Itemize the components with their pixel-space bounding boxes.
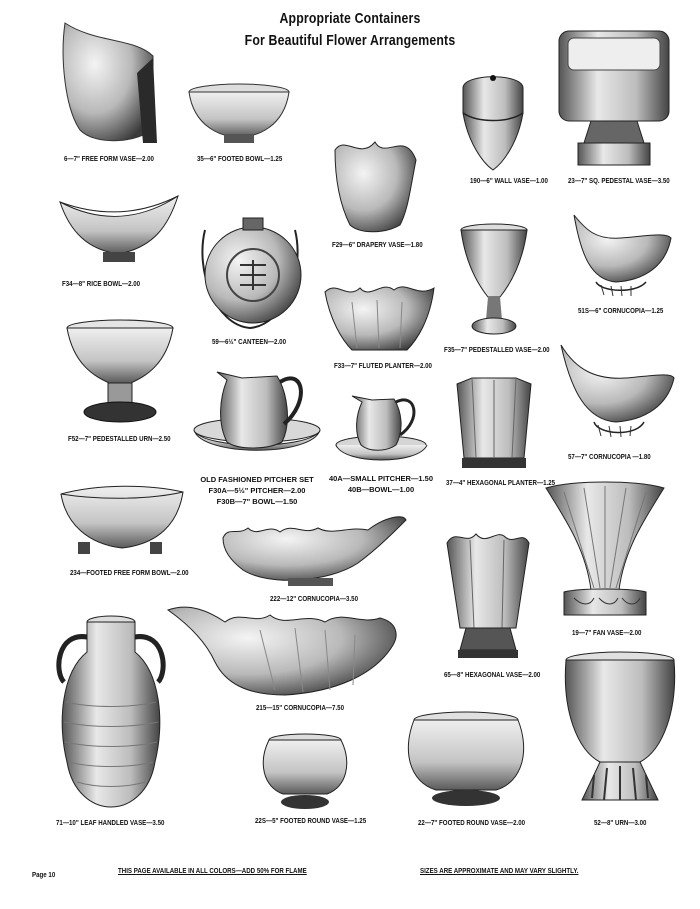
pitcher-set-caption-line3: F30B—7" BOWL—1.50 (216, 497, 298, 506)
hexagonal-vase-image (444, 528, 532, 663)
small-pitcher-image (334, 390, 429, 472)
cornucopia-15-caption: 215—15" CORNUCOPIA—7.50 (256, 703, 345, 712)
canteen-caption: 59—6½" CANTEEN—2.00 (212, 337, 287, 346)
drapery-vase-image (330, 130, 420, 235)
free-form-bowl-caption: 234—FOOTED FREE FORM BOWL—2.00 (70, 568, 189, 577)
sq-pedestal-vase-caption: 23—7" SQ. PEDESTAL VASE—3.50 (568, 176, 670, 185)
fluted-planter-image (322, 280, 437, 355)
rice-bowl-caption: F34—8" RICE BOWL—2.00 (62, 279, 141, 288)
rice-bowl-image (58, 192, 180, 267)
sq-pedestal-vase-image (556, 28, 672, 168)
leaf-handled-vase-image (52, 612, 170, 812)
page-number: Page 10 (32, 870, 56, 879)
wall-vase-image (458, 68, 528, 173)
fan-vase-image (544, 480, 666, 620)
footed-bowl-caption: 35—6" FOOTED BOWL—1.25 (197, 154, 283, 163)
small-pitcher-caption-line2: 40B—BOWL—1.00 (347, 485, 415, 494)
cornucopia-7-caption: 57—7" CORNUCOPIA —1.80 (568, 452, 651, 461)
footed-round-vase-5-image (258, 732, 352, 812)
cornucopia-12-image (218, 508, 408, 588)
pitcher-set-caption (190, 474, 324, 507)
cornucopia-6-image (566, 210, 676, 300)
pitcher-set-caption-line1: OLD FASHIONED PITCHER SET (200, 475, 314, 484)
hexagonal-vase-caption: 65—8" HEXAGONAL VASE—2.00 (444, 670, 541, 679)
footed-round-vase-5-caption: 22S—5" FOOTED ROUND VASE—1.25 (255, 816, 367, 825)
sizes-note: SIZES ARE APPROXIMATE AND MAY VARY SLIGHTLY. (420, 866, 579, 875)
free-form-vase-caption: 6—7" FREE FORM VASE—2.00 (64, 154, 154, 163)
pedestalled-vase-caption: F35—7" PEDESTALLED VASE—2.00 (444, 345, 550, 354)
footed-round-vase-7-image (404, 710, 528, 810)
hexagonal-planter-image (452, 376, 536, 471)
small-pitcher-caption (326, 473, 436, 495)
page-title-line1: Appropriate Containers (279, 10, 421, 27)
urn-caption: 52—8" URN—3.00 (594, 818, 647, 827)
footed-bowl-image (186, 82, 292, 146)
cornucopia-6-caption: 51S—6" CORNUCOPIA—1.25 (578, 306, 664, 315)
free-form-vase-image (55, 18, 165, 148)
colors-note: THIS PAGE AVAILABLE IN ALL COLORS—ADD 50% FOR FLAME (118, 866, 307, 875)
cornucopia-12-caption: 222—12" CORNUCOPIA—3.50 (270, 594, 359, 603)
drapery-vase-caption: F29—6" DRAPERY VASE—1.80 (332, 240, 423, 249)
pitcher-set-caption-line2: F30A—5½" PITCHER—2.00 (208, 486, 306, 495)
fan-vase-caption: 19—7" FAN VASE—2.00 (572, 628, 642, 637)
page-title-line2: For Beautiful Flower Arrangements (244, 32, 456, 49)
cornucopia-7-image (556, 340, 678, 445)
fluted-planter-caption: F33—7" FLUTED PLANTER—2.00 (334, 361, 432, 370)
wall-vase-caption: 190—6" WALL VASE—1.00 (470, 176, 548, 185)
pitcher-set-image (192, 362, 322, 470)
pedestalled-urn-image (64, 318, 176, 428)
footed-round-vase-7-caption: 22—7" FOOTED ROUND VASE—2.00 (418, 818, 526, 827)
small-pitcher-caption-line1: 40A—SMALL PITCHER—1.50 (328, 474, 434, 483)
cornucopia-15-image (165, 600, 401, 700)
hexagonal-planter-caption: 37—4" HEXAGONAL PLANTER—1.25 (446, 478, 556, 487)
leaf-handled-vase-caption: 71—10" LEAF HANDLED VASE—3.50 (56, 818, 165, 827)
urn-image (562, 650, 678, 810)
canteen-image (190, 200, 310, 335)
pedestalled-vase-image (458, 222, 530, 340)
pedestalled-urn-caption: F52—7" PEDESTALLED URN—2.50 (68, 434, 171, 443)
free-form-bowl-image (58, 484, 186, 562)
